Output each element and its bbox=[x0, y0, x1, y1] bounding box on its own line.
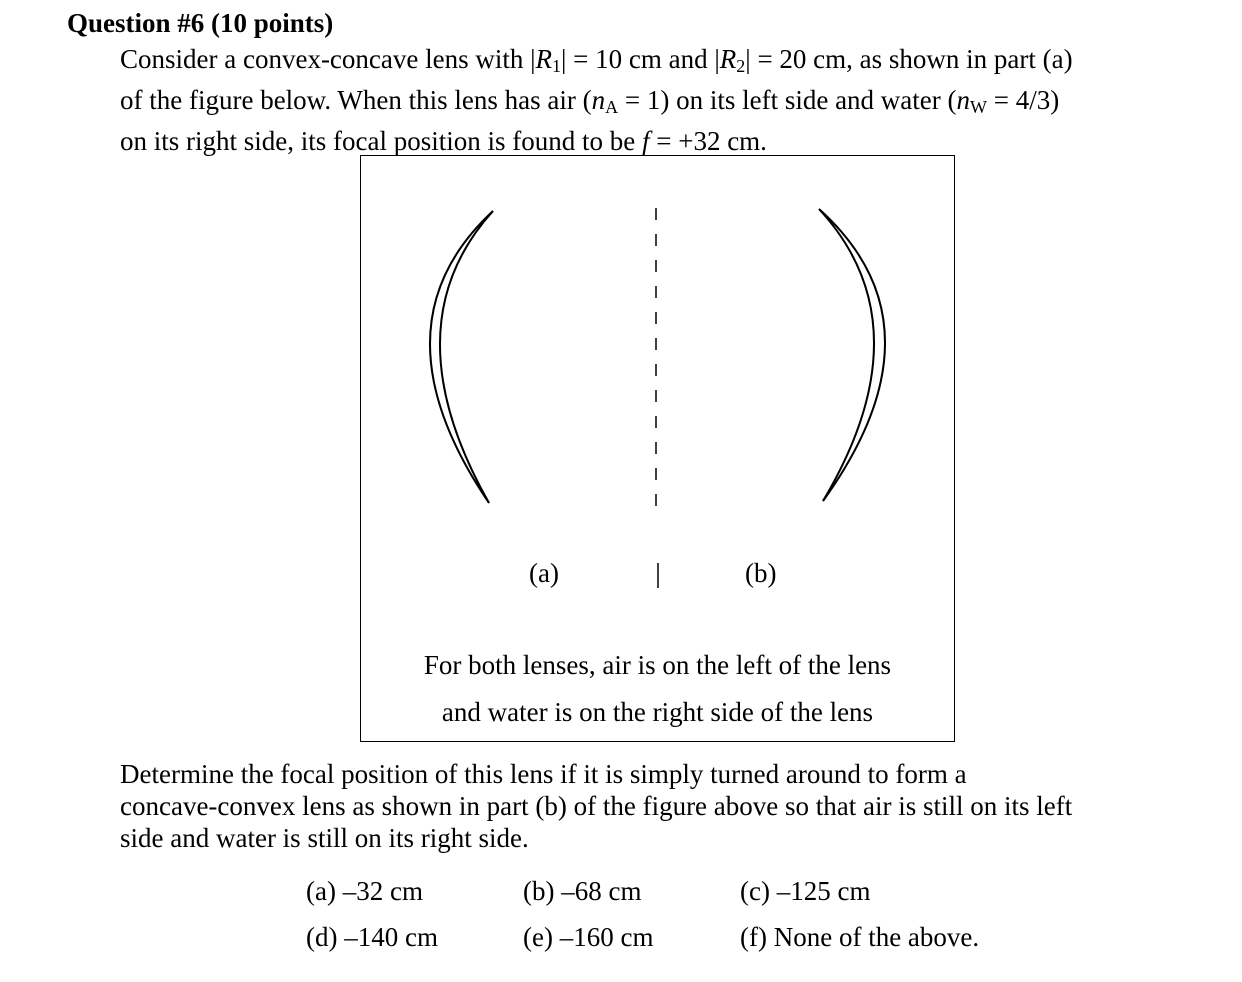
figure-label-a: (a) bbox=[529, 558, 559, 588]
r1-symbol: R bbox=[535, 44, 553, 74]
nw-subscript: W bbox=[970, 97, 988, 117]
lens-b-inner-surface bbox=[819, 209, 874, 501]
question-intro bbox=[120, 42, 1073, 158]
n-symbol: n bbox=[591, 85, 606, 115]
prompt-line-2: concave-convex lens as shown in part (b) of the figure above so that air is still on its left bbox=[120, 791, 1073, 821]
na-subscript: A bbox=[605, 97, 619, 117]
intro-text: of the figure below. When this lens has air ( bbox=[120, 85, 592, 115]
choice-d[interactable]: (d) –140 cm bbox=[306, 922, 438, 952]
intro-line-3 bbox=[120, 124, 1073, 158]
choice-c[interactable]: (c) –125 cm bbox=[740, 876, 871, 906]
question-title: Question #6 (10 points) bbox=[67, 8, 334, 38]
r2-subscript: 2 bbox=[736, 56, 746, 76]
prompt-line-1: Determine the focal position of this lens if it is simply turned around to form a bbox=[120, 759, 967, 789]
intro-text: = 4/3) bbox=[987, 85, 1060, 115]
intro-text: | = 10 cm and | bbox=[561, 44, 720, 74]
intro-line-1 bbox=[120, 42, 1073, 83]
intro-text: = 1) on its left side and water ( bbox=[618, 85, 957, 115]
intro-text: | = 20 cm, as shown in part (a) bbox=[745, 44, 1073, 74]
f-symbol: f bbox=[641, 126, 650, 156]
intro-text: = +32 cm. bbox=[649, 126, 767, 156]
question-prompt bbox=[120, 758, 1072, 854]
figure-caption-line-1: For both lenses, air is on the left of the lens bbox=[423, 650, 892, 680]
intro-text: on its right side, its focal position is found to be bbox=[120, 126, 642, 156]
choice-e[interactable]: (e) –160 cm bbox=[523, 922, 654, 952]
choice-f[interactable]: (f) None of the above. bbox=[740, 922, 980, 952]
lens-a-inner-surface bbox=[440, 211, 493, 503]
intro-text: Consider a convex-concave lens with | bbox=[120, 44, 536, 74]
lens-figure bbox=[360, 155, 955, 742]
r2-symbol: R bbox=[719, 44, 737, 74]
choice-b[interactable]: (b) –68 cm bbox=[523, 876, 642, 906]
choice-a[interactable]: (a) –32 cm bbox=[306, 876, 423, 906]
prompt-line-3: side and water is still on its right side. bbox=[120, 823, 529, 853]
figure-label-b: (b) bbox=[745, 558, 777, 588]
r1-subscript: 1 bbox=[552, 56, 562, 76]
figure-caption-line-2: and water is on the right side of the lens bbox=[441, 697, 874, 727]
n-symbol: n bbox=[956, 85, 971, 115]
intro-line-2 bbox=[120, 83, 1073, 124]
